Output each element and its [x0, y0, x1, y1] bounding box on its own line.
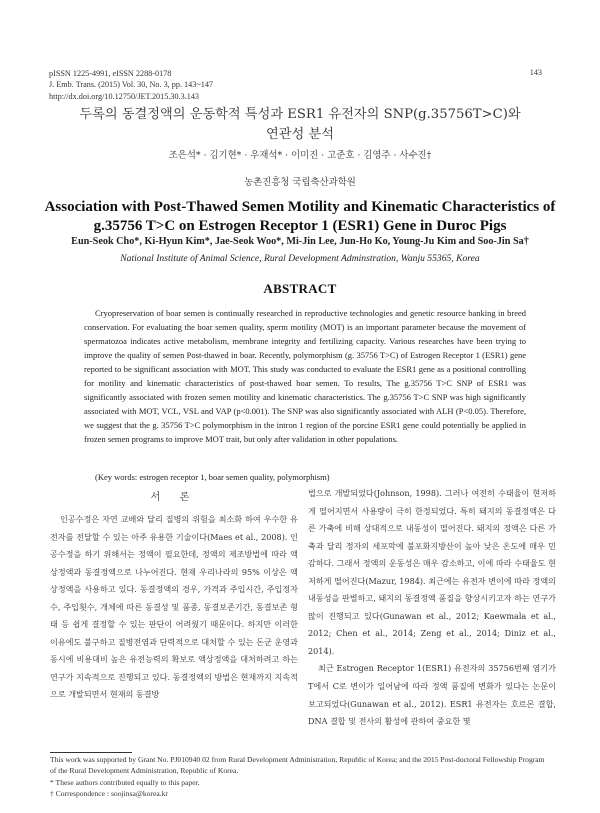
english-authors: Eun-Seok Cho*, Ki-Hyun Kim*, Jae-Seok Woo*, Mi-Jin Lee, Jun-Ho Ko, Young-Ju Kim and Soo-Jin Sa†: [71, 236, 529, 247]
left-column: [50, 485, 298, 704]
page-number: 143: [529, 68, 542, 77]
intro-paragraph-1: 인공수정은 자연 교배와 달리 질병의 위험을 최소화 하여 우수한 유전자를 전달할 수 있는 아주 유용한 기술이다(Maes et al., 2008). 인공수정을 하기 위해서는 정액이 필요한데, 정액의 제조방법에 따라 액상정액과 동결정액으로 나누어진다. 현재 우리나라의 95% 이상은 액상정액을 사용하고 있다. 동결정액의 경우, 가격과 주입시간, 주입정자수, 주입횟수, 개체에 따른 동결성 및 품종, 동결보존기간, 동결보존 형태 등 쉽게 결정할 수 있는 판단이 어려웠기 때문이다. 하지만 이러한 이유에도 불구하고 질병전염과 단력적으로 대처할 수 있는 돈군 운영과 동시에 비용대비 높은 유전능력의 확보로 액상정액을 대처하려고 하는 연구가 지속적으로 진행되고 있다. 동결정액의 방법은 현재까지 지속적으로 개발되면서 현재의 동결방: [50, 514, 298, 700]
doi-link[interactable]: http://dx.doi.org/10.12750/JET.2015.30.3.143: [49, 91, 200, 101]
intro-paragraph-continued: 법으로 개발되었다(Johnson, 1998). 그러나 여전히 수태율이 현저하게 떨어지면서 사용량이 극히 한정되었다. 특히 돼지의 동결정액은 다른 가축에 비해 상대적으로 내동성이 떨어진다. 돼지의 정액은 다른 가축과 달리 정자의 세포막에 불포화지방산이 높아 낮은 온도에 매우 민감하다. 그래서 정액의 운동성은 매우 감소하고, 이에 따라 수태율도 현저하게 떨어진다(Mazur, 1984). 최근에는 유전자 변이에 따라 정액의 내동성을 판별하고, 돼지의 동결정액 품질을 향상시키고자 하는 연구가 많이 진행되고 있다(Gunawan et al., 2012; Kaewmala et al., 2012; Chen et al., 2014; Zeng et al., 2014; Diniz et al., 2014).: [308, 488, 556, 656]
intro-paragraph-2: 최근 Estrogen Receptor 1(ESR1) 유전자의 35756번째 염기가 T에서 C로 변이가 일어남에 따라 정액 품질에 변화가 있다는 논문이 보고되었다(Gunawan et al., 2012). ESR1 유전자는 호르몬 결합, DNA 결합 및 전사의 활성에 관하여 중요한 몇: [308, 663, 556, 727]
abstract-heading: ABSTRACT: [263, 281, 337, 296]
keywords: (Key words: estrogen receptor 1, boar semen quality, polymorphism): [95, 472, 330, 482]
right-column: [308, 485, 556, 731]
english-affiliation: National Institute of Animal Science, Rural Development Adminstration, Wanju 55365, Korea: [120, 253, 480, 264]
journal-header: [49, 68, 213, 102]
korean-title-line2: 연관성 분석: [266, 127, 334, 142]
korean-authors: 조은석* · 김기현* · 우재석* · 이미진 · 고준호 · 김영주 · 사수진†: [168, 150, 432, 161]
issn-line: pISSN 1225-4991, eISSN 2288-0178: [49, 69, 172, 78]
english-title-line1: Association with Post-Thawed Semen Motility and Kinematic Characteristics of: [44, 199, 556, 215]
equal-contribution-note: * These authors contributed equally to this paper.: [50, 777, 200, 787]
english-title: [40, 198, 560, 235]
section-heading: 서 론: [150, 492, 198, 503]
korean-title: [60, 105, 540, 145]
grant-note: This work was supported by Grant No. PJ010940 02 from Rural Development Administration, Republic of Korea; and the 2015 Post-doctoral Fellowship Program of the Rural Development Administration, Republic of Korea.: [50, 755, 545, 776]
abstract-body: [84, 306, 526, 446]
citation-line: J. Emb. Trans. (2015) Vol. 30, No. 3, pp. 143~147: [49, 80, 214, 90]
abstract-text: Cryopreservation of boar semen is continually researched in reproductive technologies and genetic resource banking in breed conservation. For evaluating the boar semen quality, sperm motility (MOT) is an important parameter because the movement of spermatozoa indicates active metabolism, membrane integrity and fertilizing capacity. Various researches have been trying to improve the quality of semen Post-thawed in boar. Recently, polymorphism (g. 35756 T>C) of Estrogen Receptor 1 (ESR1) gene reported to be significant association with MOT. This study was conducted to evaluate the ESR1 gene as a positional controlling for motility and kinematic characteristics of post-thawed boar semen. To results, The g.35756 T>C SNP of ESR1 was significantly associated with frozen semen motility and kinematic characteristics. The g.35756 T>C SNP was high significantly associated with MOT, VCL, VSL and VAP (p<0.001). The SNP was also significantly associated with ALH (P<0.05). Therefore, we suggest that the g. 35756 T>C polymorphism in the intron 1 region of the porcine ESR1 gene could potentially be applied in frozen semen programs to improve MOT trait, but only after validation in other populations.: [84, 308, 526, 445]
footnote-divider: [50, 752, 132, 753]
korean-title-line1: 두록의 동결정액의 운동학적 특성과 ESR1 유전자의 SNP(g.35756T>C)와: [79, 107, 521, 122]
korean-affiliation: 농촌진흥청 국립축산과학원: [244, 177, 356, 188]
correspondence-note: † Correspondence : soojinsa@korea.kr: [50, 788, 168, 798]
footnotes: [50, 754, 550, 799]
english-title-line2: g.35756 T>C on Estrogen Receptor 1 (ESR1) Gene in Duroc Pigs: [93, 217, 507, 234]
